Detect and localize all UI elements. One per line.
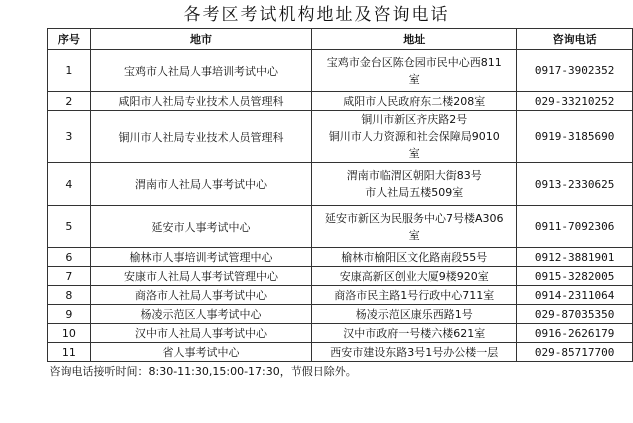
table-header-row <box>48 29 633 50</box>
address-line: 铜川市人力资源和社会保障局9010 <box>328 130 500 143</box>
address-line: 宝鸡市金台区陈仓园市民中心西811 <box>326 55 502 69</box>
row-address <box>312 305 517 324</box>
address-line: 室 <box>408 228 420 242</box>
table-row <box>48 50 633 92</box>
row-no: 6 <box>48 248 91 267</box>
row-no: 11 <box>48 343 91 362</box>
table-body <box>48 50 633 362</box>
table-row <box>48 286 633 305</box>
row-address <box>312 163 517 206</box>
row-address <box>312 206 517 248</box>
row-address <box>312 286 517 305</box>
row-address <box>312 343 517 362</box>
exam-office-table <box>47 28 633 380</box>
row-no: 8 <box>48 286 91 305</box>
row-no: 7 <box>48 267 91 286</box>
row-address <box>312 50 517 92</box>
table-row <box>48 111 633 163</box>
header-unit: 地市 <box>90 29 311 50</box>
table-row <box>48 248 633 267</box>
footer-row <box>48 362 633 381</box>
row-no: 5 <box>48 206 91 248</box>
page-title: 各考区考试机构地址及咨询电话 <box>183 5 450 25</box>
row-unit: 商洛市人社局人事考试中心 <box>90 286 311 305</box>
row-no: 1 <box>48 50 91 92</box>
address-line: 延安市新区为民服务中心7号楼A306 <box>325 211 504 225</box>
row-address <box>312 324 517 343</box>
row-unit: 杨凌示范区人事考试中心 <box>90 305 311 324</box>
address-line: 室 <box>408 147 420 160</box>
row-no: 10 <box>48 324 91 343</box>
row-phone: 0917-3902352 <box>517 50 633 92</box>
row-phone: 029-87035350 <box>517 305 633 324</box>
table-row <box>48 343 633 362</box>
row-no: 4 <box>48 163 91 206</box>
row-phone: 0912-3881901 <box>517 248 633 267</box>
table-row <box>48 267 633 286</box>
row-unit: 安康市人社局人事考试管理中心 <box>90 267 311 286</box>
address-line: 室 <box>408 72 420 86</box>
address-line: 汉中市政府一号楼六楼621室 <box>343 326 486 340</box>
row-unit: 咸阳市人社局专业技术人员管理科 <box>90 92 311 111</box>
row-no: 2 <box>48 92 91 111</box>
address-line: 渭南市临渭区朝阳大街83号 <box>346 169 482 182</box>
header-no: 序号 <box>48 29 91 50</box>
row-unit: 延安市人事考试中心 <box>90 206 311 248</box>
header-phone: 咨询电话 <box>517 29 633 50</box>
address-line: 安康高新区创业大厦9楼920室 <box>339 269 489 283</box>
header-address: 地址 <box>312 29 517 50</box>
row-address <box>312 267 517 286</box>
footer-note: 咨询电话接听时间：8:30-11:30,15:00-17:30，节假日除外。 <box>48 362 633 381</box>
address-line: 杨凌示范区康乐西路1号 <box>355 307 473 321</box>
row-address <box>312 248 517 267</box>
row-phone: 0919-3185690 <box>517 111 633 163</box>
row-address <box>312 111 517 163</box>
row-unit: 省人事考试中心 <box>90 343 311 362</box>
row-phone: 0914-2311064 <box>517 286 633 305</box>
table-row <box>48 305 633 324</box>
row-phone: 0915-3282005 <box>517 267 633 286</box>
row-unit: 铜川市人社局专业技术人员管理科 <box>90 111 311 163</box>
address-line: 榆林市榆阳区文化路南段55号 <box>341 250 488 264</box>
table-row <box>48 92 633 111</box>
row-unit: 宝鸡市人社局人事培训考试中心 <box>90 50 311 92</box>
row-phone: 029-33210252 <box>517 92 633 111</box>
table-row <box>48 206 633 248</box>
row-no: 9 <box>48 305 91 324</box>
address-line: 商洛市民主路1号行政中心711室 <box>334 288 495 302</box>
row-address <box>312 92 517 111</box>
address-line: 铜川市新区齐庆路2号 <box>361 113 468 126</box>
row-unit: 汉中市人社局人事考试中心 <box>90 324 311 343</box>
row-phone: 029-85717700 <box>517 343 633 362</box>
row-unit: 榆林市人事培训考试管理中心 <box>90 248 311 267</box>
row-phone: 0916-2626179 <box>517 324 633 343</box>
address-line: 市人社局五楼509室 <box>365 186 464 199</box>
address-line: 咸阳市人民政府东二楼208室 <box>343 94 486 108</box>
row-no: 3 <box>48 111 91 163</box>
table-row <box>48 163 633 206</box>
row-phone: 0913-2330625 <box>517 163 633 206</box>
row-phone: 0911-7092306 <box>517 206 633 248</box>
row-unit: 渭南市人社局人事考试中心 <box>90 163 311 206</box>
table-row <box>48 324 633 343</box>
address-line: 西安市建设东路3号1号办公楼一层 <box>330 345 499 359</box>
